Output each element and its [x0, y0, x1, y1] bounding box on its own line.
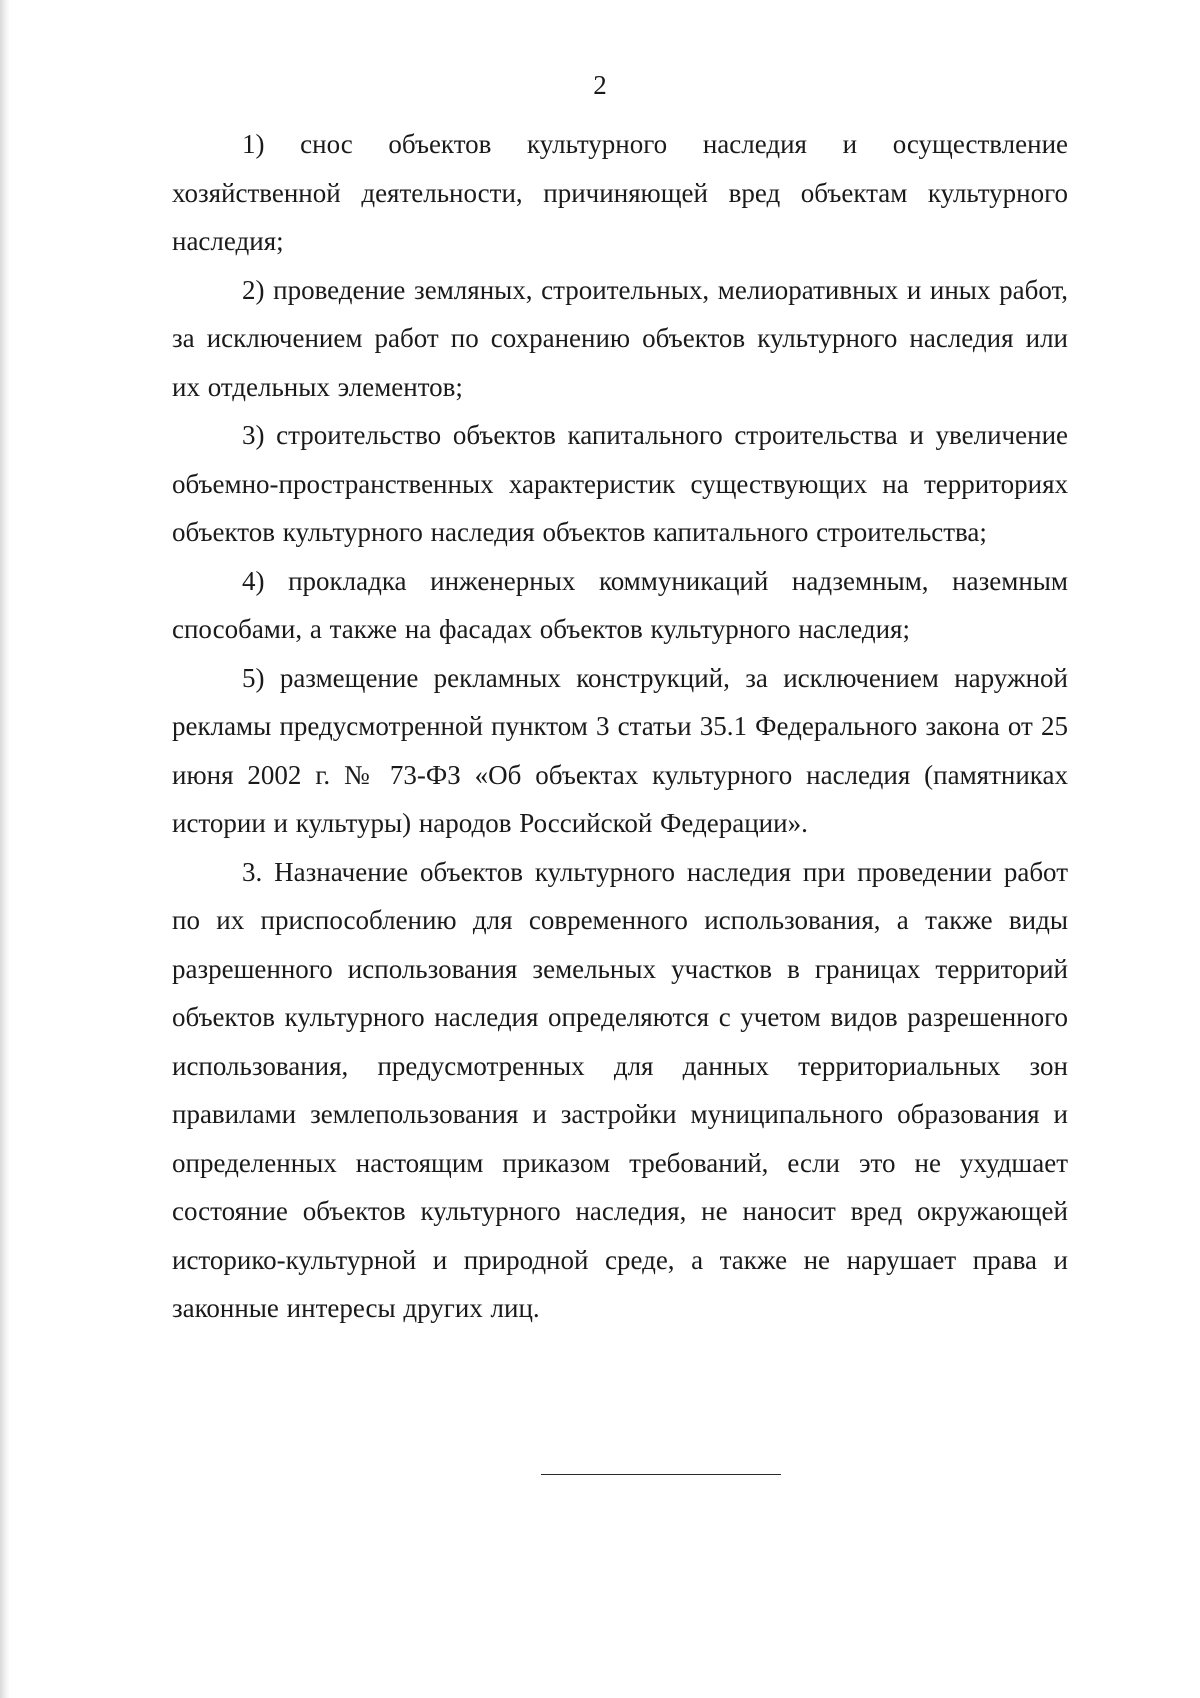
scan-edge-shadow: [0, 0, 10, 1698]
list-item-utilities: 4) прокладка инженерных коммуникаций надземным, наземным способами, а также на фасадах объектов культурного наследия;: [172, 565, 1068, 644]
document-body: [172, 120, 1068, 1333]
page-number: 2: [593, 70, 607, 100]
list-item-demolition: 1) снос объектов культурного наследия и осуществление хозяйственной деятельности, причиняющей вред объектам культурного наследия;: [172, 129, 1068, 256]
section-3-paragraph: 3. Назначение объектов культурного наследия при проведении работ по их приспособлению для современного использования, а также виды разрешенного использования земельных участков в границах территорий объектов культурного наследия определяются с учетом видов разрешенного использования, предусмотренных для данных территориальных зон правилами землепользования и застройки муниципального образования и определенных настоящим приказом требований, если это не ухудшает состояние объектов культурного наследия, не наносит вред окружающей историко-культурной и природной среде, а также не нарушает права и законные интересы других лиц.: [172, 856, 1068, 1323]
list-item-construction: 3) строительство объектов капитального строительства и увеличение объемно-пространственных характеристик существующих на территориях объектов культурного наследия объектов капитального строительства;: [172, 420, 1068, 547]
list-item-earthworks: 2) проведение земляных, строительных, мелиоративных и иных работ, за исключением работ по сохранению объектов культурного наследия или их отдельных элементов;: [172, 274, 1068, 402]
end-of-document-rule: [541, 1474, 781, 1475]
list-item-advertising: 5) размещение рекламных конструкций, за исключением наружной рекламы предусмотренной пунктом 3 статьи 35.1 Федерального закона от 25 июня 2002 г. № 73-ФЗ «Об объектах культурного наследия (памятниках истории и культуры) народов Российской Федерации».: [172, 662, 1068, 838]
